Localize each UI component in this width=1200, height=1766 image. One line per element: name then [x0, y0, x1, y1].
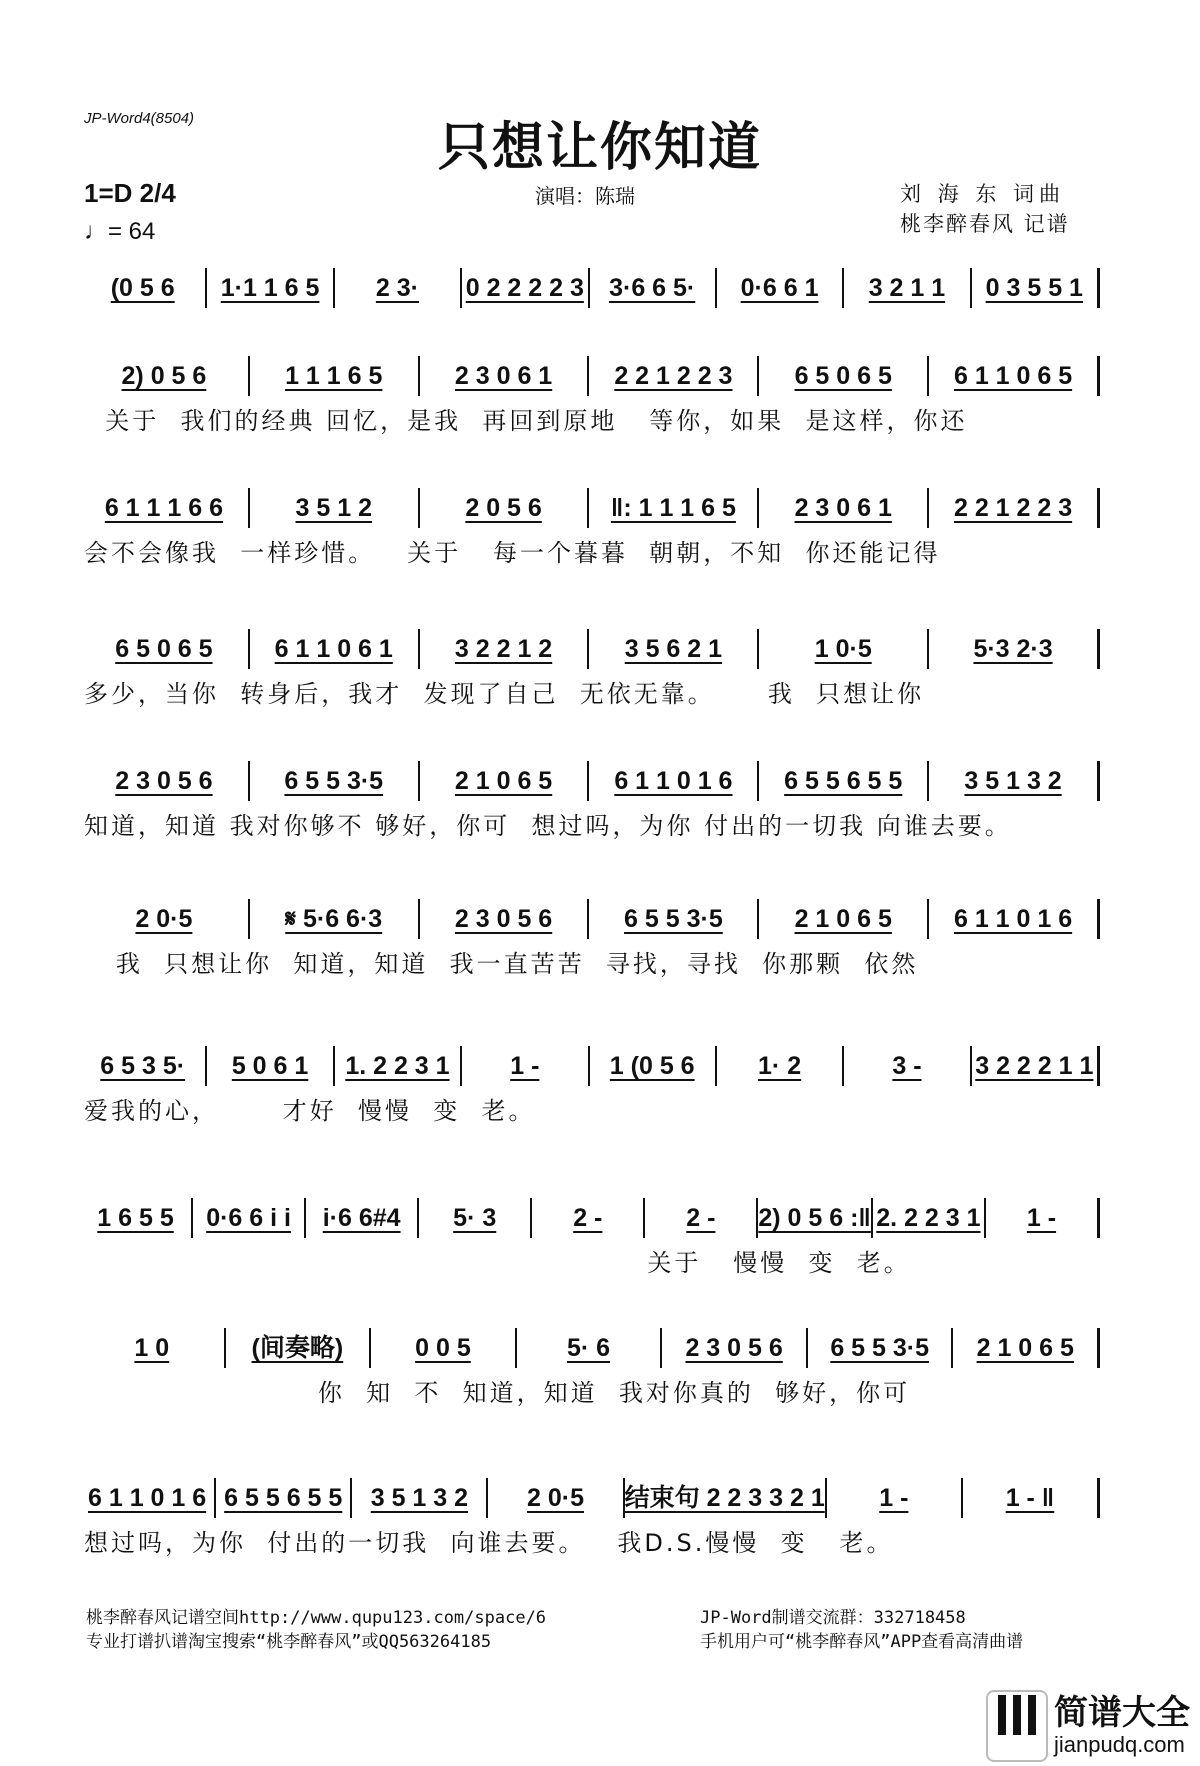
staff-line [80, 268, 1100, 308]
measure: 1 - [986, 1198, 1100, 1238]
measure: 0·6 6 i i [193, 1198, 306, 1238]
staff-line [80, 488, 1100, 528]
measure: 2 3 0 5 6 [80, 761, 250, 801]
measure: 0 0 5 [371, 1328, 517, 1368]
measure: 2 3 0 5 6 [662, 1328, 808, 1368]
measure: 结束句 2 2 3 3 2 1 [625, 1478, 827, 1518]
lyric-line: 知道，知道 我对你够不 够好，你可 想过吗，为你 付出的一切我 向谁去要。 [84, 812, 1012, 840]
staff-line [80, 899, 1100, 939]
measure: 3 - [844, 1046, 971, 1086]
measure: 1· 2 [717, 1046, 844, 1086]
measure: 6 5 5 3·5 [250, 761, 420, 801]
measure: 6 5 0 6 5 [759, 356, 929, 396]
tempo: ♩= 64 [84, 218, 156, 245]
measure: 2 2 1 2 2 3 [589, 356, 759, 396]
measure: 1 1 1 6 5 [250, 356, 420, 396]
staff-line [80, 1328, 1100, 1368]
footer-left-1: 桃李醉春风记谱空间http://www.qupu123.com/space/6 [86, 1608, 547, 1628]
measure: 3 5 1 3 2 [929, 761, 1100, 801]
lyric-line: 爱我的心， 才好 慢慢 变 老。 [84, 1097, 536, 1125]
staff-line [80, 356, 1100, 396]
measure: 3 2 2 1 2 [420, 629, 590, 669]
measure: 2 - [645, 1198, 758, 1238]
measure: 3 5 1 3 2 [352, 1478, 488, 1518]
measure: 𝄋 5·6 6·3 [250, 899, 420, 939]
footer-right-2: 手机用户可“桃李醉春风”APP查看高清曲谱 [700, 1632, 1024, 1652]
measure: 3 5 1 2 [250, 488, 420, 528]
measure: 3 5 6 2 1 [589, 629, 759, 669]
footer-left-2: 专业打谱扒谱淘宝搜索“桃李醉春风”或QQ563264185 [86, 1632, 492, 1652]
software-version: JP-Word4(8504) [84, 110, 195, 127]
measure: 6 5 5 6 5 5 [759, 761, 929, 801]
measure: 2 1 0 6 5 [420, 761, 590, 801]
measure: 1 0·5 [759, 629, 929, 669]
singer: 演唱：陈瑞 [535, 184, 635, 208]
site-logo [986, 1690, 1190, 1762]
footer-right-1: JP-Word制谱交流群：332718458 [700, 1608, 966, 1628]
measure: 2 3 0 5 6 [420, 899, 590, 939]
measure: 2 0·5 [80, 899, 250, 939]
measure: 1 6 5 5 [80, 1198, 193, 1238]
measure: 3·6 6 5· [590, 268, 717, 308]
staff-line [80, 1478, 1100, 1518]
staff-line [80, 761, 1100, 801]
measure: 2. 2 2 3 1 [873, 1198, 986, 1238]
measure: 2) 0 5 6 :‖ [758, 1198, 873, 1238]
measure: 2 3 0 6 1 [759, 488, 929, 528]
key-signature: 1=D 2/4 [84, 178, 176, 208]
measure: 1. 2 2 3 1 [335, 1046, 462, 1086]
measure: 2 0·5 [488, 1478, 624, 1518]
measure: i·6 6#4 [306, 1198, 419, 1238]
measure: 1 (0 5 6 [590, 1046, 717, 1086]
measure: 6 1 1 0 1 6 [80, 1478, 216, 1518]
measure: 6 1 1 0 1 6 [929, 899, 1100, 939]
measure: 2 0 5 6 [420, 488, 590, 528]
measure: 5 0 6 1 [207, 1046, 334, 1086]
composer: 刘 海 东 词曲 [900, 182, 1066, 206]
measure: (间奏略) [226, 1328, 372, 1368]
measure: 2) 0 5 6 [80, 356, 250, 396]
measure: 2 2 1 2 2 3 [929, 488, 1100, 528]
song-title: 只想让你知道 [437, 117, 762, 178]
measure: 3 2 2 2 1 1 [972, 1046, 1100, 1086]
measure: ‖: 1 1 1 6 5 [589, 488, 759, 528]
logo-title: 简谱大全 [1054, 1693, 1190, 1733]
measure: 6 1 1 0 6 5 [929, 356, 1100, 396]
measure: 6 1 1 0 6 1 [250, 629, 420, 669]
lyric-line: 我 只想让你 知道，知道 我一直苦苦 寻找，寻找 你那颗 依然 [84, 950, 919, 978]
measure: 1 - [462, 1046, 589, 1086]
measure: 5·3 2·3 [929, 629, 1100, 669]
lyric-line: 你 知 不 知道，知道 我对你真的 够好，你可 [84, 1379, 911, 1407]
measure: 1 - [827, 1478, 963, 1518]
measure: 1 0 [80, 1328, 226, 1368]
measure: 6 5 0 6 5 [80, 629, 250, 669]
measure: 2 1 0 6 5 [759, 899, 929, 939]
staff-line [80, 629, 1100, 669]
measure: (0 5 6 [80, 268, 207, 308]
measure: 5· 3 [419, 1198, 532, 1238]
staff-line [80, 1198, 1100, 1238]
measure: 6 5 5 6 5 5 [216, 1478, 352, 1518]
logo-site: jianpudq.com [1054, 1732, 1185, 1757]
measure: 3 2 1 1 [844, 268, 971, 308]
measure: 2 3· [335, 268, 462, 308]
measure: 5· 6 [517, 1328, 663, 1368]
measure: 6 5 5 3·5 [589, 899, 759, 939]
measure: 6 5 5 3·5 [808, 1328, 954, 1368]
measure: 6 5 3 5· [80, 1046, 207, 1086]
measure: 0·6 6 1 [717, 268, 844, 308]
lyric-line: 会不会像我 一样珍惜。 关于 每一个暮暮 朝朝，不知 你还能记得 [84, 539, 941, 567]
measure: 6 1 1 1 6 6 [80, 488, 250, 528]
piano-icon [986, 1690, 1048, 1762]
lyric-line: 关于 慢慢 变 老。 [84, 1249, 911, 1277]
measure: 0 3 5 5 1 [972, 268, 1100, 308]
staff-line [80, 1046, 1100, 1086]
measure: 0 2 2 2 2 3 [462, 268, 589, 308]
measure: 2 3 0 6 1 [420, 356, 590, 396]
measure: 2 1 0 6 5 [953, 1328, 1100, 1368]
measure: 1 - ‖ [963, 1478, 1100, 1518]
lyric-line: 多少，当你 转身后，我才 发现了自己 无依无靠。 我 只想让你 [84, 680, 925, 708]
lyric-line: 关于 我们的经典 回忆，是我 再回到原地 等你，如果 是这样，你还 [84, 407, 968, 435]
lyric-line: 想过吗，为你 付出的一切我 向谁去要。 我D.S.慢慢 变 老。 [84, 1529, 894, 1557]
measure: 2 - [532, 1198, 645, 1238]
transcriber: 桃李醉春风 记谱 [900, 212, 1070, 236]
measure: 1·1 1 6 5 [207, 268, 334, 308]
measure: 6 1 1 0 1 6 [589, 761, 759, 801]
